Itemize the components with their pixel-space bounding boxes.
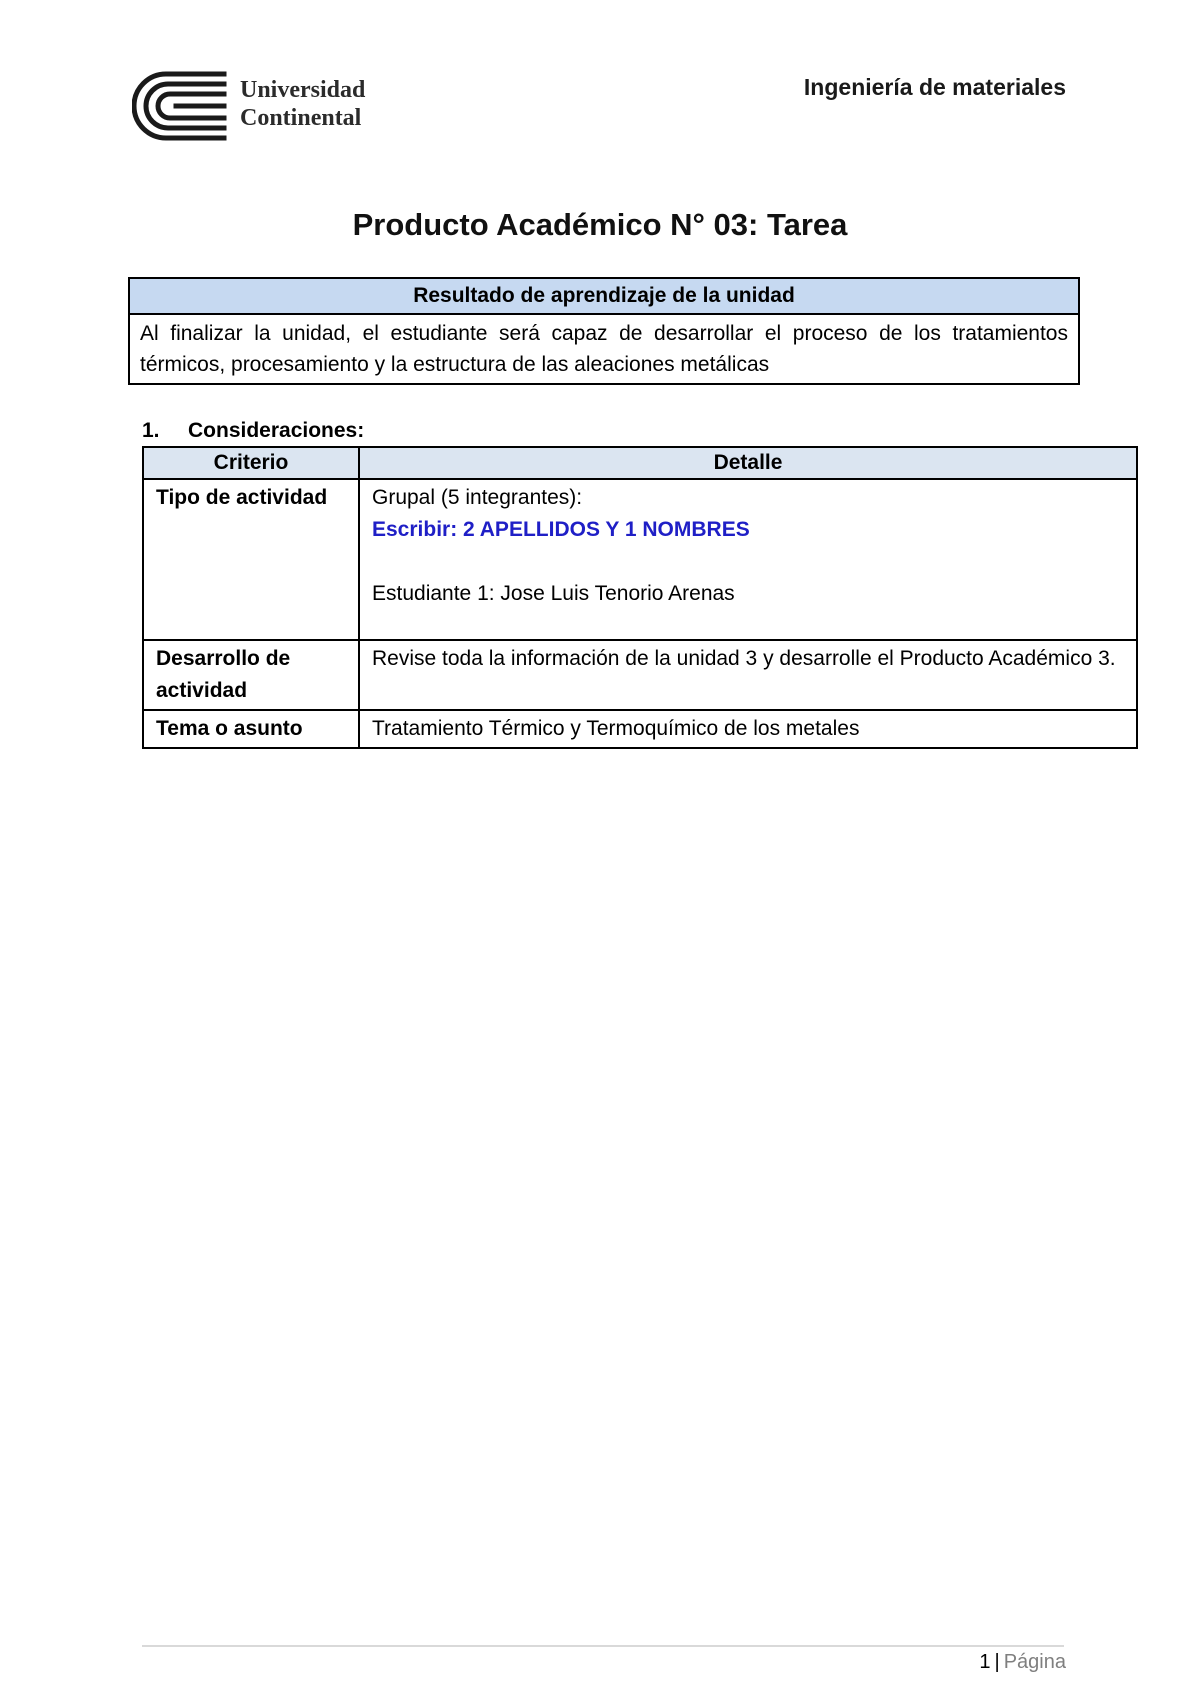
page-label: Página [1003, 1651, 1066, 1673]
logo-line1: Universidad [240, 77, 366, 103]
learning-result-table [128, 277, 1080, 385]
logo-line2: Continental [240, 105, 362, 131]
considerations-table [142, 446, 1138, 749]
learning-result-header: Resultado de aprendizaje de la unidad [129, 278, 1079, 314]
activity-type: Grupal (5 integrantes): [372, 486, 583, 509]
column-header-detalle: Detalle [359, 447, 1137, 479]
names-instruction: Escribir: 2 APELLIDOS Y 1 NOMBRES [372, 518, 750, 541]
logo-wordmark [240, 76, 365, 132]
table-row [143, 640, 1137, 710]
page-footer [979, 1651, 1066, 1674]
university-logo [132, 70, 402, 142]
university-logo-icon [132, 70, 232, 142]
course-name: Ingeniería de materiales [803, 74, 1066, 100]
criterio-cell: Tema o asunto [143, 710, 359, 748]
section-title: Consideraciones: [188, 419, 365, 442]
section-number: 1. [142, 419, 160, 442]
learning-result-text: Al finalizar la unidad, el estudiante será capaz de desarrollar el proceso de los tratamientos térmicos, procesamiento y la estructura de las aleaciones metálicas [129, 314, 1079, 384]
column-header-criterio: Criterio [143, 447, 359, 479]
page-title: Producto Académico N° 03: Tarea [352, 207, 848, 242]
footer-separator: | [994, 1651, 1000, 1673]
detalle-cell: Tratamiento Térmico y Termoquímico de los metales [359, 710, 1137, 748]
criterio-cell: Desarrollo de actividad [143, 640, 359, 710]
section-heading [142, 419, 364, 443]
table-row [143, 479, 1137, 640]
table-header-row [143, 447, 1137, 479]
page-number: 1 [979, 1651, 991, 1673]
criterio-cell: Tipo de actividad [143, 479, 359, 640]
student-name: Estudiante 1: Jose Luis Tenorio Arenas [372, 582, 735, 605]
detalle-cell [359, 479, 1137, 640]
detalle-cell: Revise toda la información de la unidad 3 y desarrolle el Producto Académico 3. [359, 640, 1137, 710]
table-row [143, 710, 1137, 748]
footer-divider [142, 1645, 1064, 1647]
